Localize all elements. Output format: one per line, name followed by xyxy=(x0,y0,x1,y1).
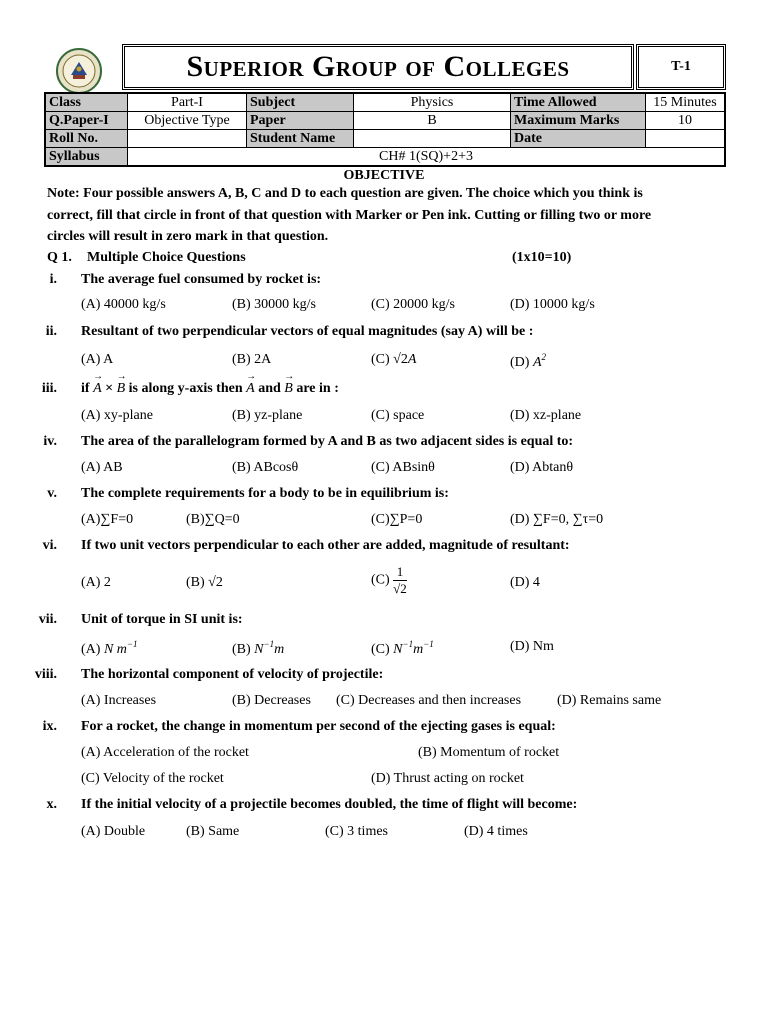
sqrt2-formula: √2 xyxy=(208,575,223,590)
info-row xyxy=(45,93,725,112)
option-b[interactable]: (B)∑Q=0 xyxy=(186,512,240,527)
option-b[interactable]: (B) 30000 kg/s xyxy=(232,297,316,312)
option-b[interactable] xyxy=(232,639,284,658)
q1-label: Q 1. xyxy=(47,250,72,265)
option-c-label: (C) xyxy=(371,352,390,367)
student-name-field[interactable] xyxy=(354,130,511,148)
class-label: Class xyxy=(45,93,128,112)
info-row xyxy=(45,130,725,148)
option-b[interactable]: (B) Same xyxy=(186,824,240,839)
student-name-label: Student Name xyxy=(247,130,354,148)
question-number: x. xyxy=(46,797,57,812)
option-a[interactable]: (A) A xyxy=(81,352,114,367)
option-a[interactable]: (A) 2 xyxy=(81,575,111,590)
question-number: vii. xyxy=(38,612,57,627)
question-text-part: are in : xyxy=(296,381,339,396)
syllabus-value: CH# 1(SQ)+2+3 xyxy=(128,148,726,167)
option-b-label: (B) xyxy=(186,575,205,590)
instructions-note: Note: Four possible answers A, B, C and D to each question are given. The choice which you think is correct, fill that circle in front of that question with Marker or Pen ink. Cutting or filling two or more circles will result in zero mark in that question. xyxy=(47,186,652,244)
option-c[interactable]: (C) Velocity of the rocket xyxy=(81,771,224,786)
question-text: The area of the parallelogram formed by A and B as two adjacent sides is equal to: xyxy=(81,434,574,449)
roll-no-label: Roll No. xyxy=(45,130,128,148)
roll-no-field[interactable] xyxy=(128,130,247,148)
section-heading: OBJECTIVE xyxy=(343,168,425,183)
option-c[interactable]: (C) space xyxy=(371,408,425,423)
syllabus-label: Syllabus xyxy=(45,148,128,167)
question-text: If the initial velocity of a projectile becomes doubled, the time of flight will become: xyxy=(81,797,578,812)
question-text: The average fuel consumed by rocket is: xyxy=(81,272,322,287)
option-d[interactable]: (D) 10000 kg/s xyxy=(510,297,595,312)
option-c[interactable]: (C) 3 times xyxy=(325,824,388,839)
college-title: Superior Group of Colleges xyxy=(186,50,570,83)
option-c[interactable] xyxy=(371,639,434,658)
question-text: The complete requirements for a body to be in equilibrium is: xyxy=(81,486,449,501)
option-b-label: (B) xyxy=(232,642,251,657)
test-code: T-1 xyxy=(671,59,691,74)
question-text: For a rocket, the change in momentum per second of the ejecting gases is equal: xyxy=(81,719,556,734)
question-text: If two unit vectors perpendicular to each other are added, magnitude of resultant: xyxy=(81,538,570,553)
maximum-marks-value: 10 xyxy=(646,112,726,130)
q1-marks: (1x10=10) xyxy=(512,250,572,265)
one-over-sqrt2-formula: $\frac{1}{√2}$ xyxy=(393,564,407,596)
question-number: ix. xyxy=(42,719,57,734)
question-text: The horizontal component of velocity of projectile: xyxy=(81,667,384,682)
vector-b-symbol: → B xyxy=(117,381,126,396)
question-text: Unit of torque in SI unit is: xyxy=(81,612,243,627)
option-d[interactable]: (D) Nm xyxy=(510,639,554,654)
option-d[interactable]: (D) 4 times xyxy=(464,824,528,839)
qpaper-label: Q.Paper-I xyxy=(45,112,128,130)
option-d[interactable]: (D) 4 xyxy=(510,575,540,590)
vector-b-symbol: → B xyxy=(284,381,293,396)
time-allowed-label: Time Allowed xyxy=(511,93,646,112)
vector-a-symbol: → A xyxy=(93,381,102,396)
info-row xyxy=(45,112,725,130)
option-c-label: (C) xyxy=(371,572,390,588)
option-a[interactable]: (A) Acceleration of the rocket xyxy=(81,745,249,760)
time-allowed-value: 15 Minutes xyxy=(646,93,726,112)
college-logo-seal xyxy=(56,48,102,94)
option-b[interactable]: (B) ABcosθ xyxy=(232,460,299,475)
question-text: Resultant of two perpendicular vectors of equal magnitudes (say A) will be : xyxy=(81,324,534,339)
paper-info-table xyxy=(44,92,726,167)
question-number: i. xyxy=(49,272,57,287)
option-c[interactable]: (C) Decreases and then increases xyxy=(336,693,522,708)
torque-unit-formula: N $m^{-1}$ xyxy=(103,639,138,657)
option-b[interactable] xyxy=(186,575,223,591)
option-d[interactable]: (D) Thrust acting on rocket xyxy=(371,771,524,786)
option-b[interactable]: (B) yz-plane xyxy=(232,408,303,423)
question-number: vi. xyxy=(42,538,57,553)
option-d[interactable]: (D) ∑F=0, ∑τ=0 xyxy=(510,512,604,527)
option-a[interactable]: (A) Increases xyxy=(81,693,157,708)
vector-a-symbol: → A xyxy=(246,381,255,396)
question-number: iii. xyxy=(41,381,57,396)
option-b[interactable]: (B) Decreases xyxy=(232,693,311,708)
option-d[interactable]: (D) Abtanθ xyxy=(510,460,574,475)
college-title-box xyxy=(122,44,634,90)
option-b[interactable]: (B) Momentum of rocket xyxy=(418,745,560,760)
question-number: iv. xyxy=(43,434,57,449)
option-c-label: (C) xyxy=(371,642,390,657)
torque-unit-formula: $N^{-1}m^{-1}$ xyxy=(393,639,434,657)
date-field[interactable] xyxy=(646,130,726,148)
sqrt2-a-formula: √2A xyxy=(393,352,417,367)
option-a[interactable] xyxy=(81,639,137,658)
test-code-box xyxy=(636,44,726,90)
option-d[interactable]: (D) xz-plane xyxy=(510,408,582,423)
option-a-label: (A) xyxy=(81,642,101,657)
option-a[interactable]: (A)∑F=0 xyxy=(81,512,134,527)
option-b[interactable]: (B) 2A xyxy=(232,352,272,367)
option-a[interactable]: (A) Double xyxy=(81,824,146,839)
maximum-marks-label: Maximum Marks xyxy=(511,112,646,130)
question-text-part: is along y-axis then xyxy=(128,381,243,396)
question-text-part: if xyxy=(81,381,90,396)
question-text: if → A × → B is along y-axis then → A and → B are in : xyxy=(81,381,339,397)
a-squared-formula: $A^2$ xyxy=(532,352,546,370)
option-c[interactable]: (C) ABsinθ xyxy=(371,460,435,475)
question-number: viii. xyxy=(34,667,57,682)
q1-title: Multiple Choice Questions xyxy=(87,250,246,265)
paper-value: B xyxy=(354,112,511,130)
option-c[interactable]: (C)∑P=0 xyxy=(371,512,423,527)
class-value: Part-I xyxy=(128,93,247,112)
date-label: Date xyxy=(511,130,646,148)
subject-label: Subject xyxy=(247,93,354,112)
option-d[interactable]: (D) Remains same xyxy=(557,693,662,708)
torque-unit-formula: $N^{-1}m$ xyxy=(254,639,285,657)
subject-value: Physics xyxy=(354,93,511,112)
info-row xyxy=(45,148,725,167)
question-number: ii. xyxy=(45,324,57,339)
paper-label: Paper xyxy=(247,112,354,130)
option-c[interactable] xyxy=(371,564,407,597)
option-a[interactable]: (A) AB xyxy=(81,460,123,475)
option-a[interactable]: (A) xy-plane xyxy=(81,408,153,423)
option-d-label: (D) xyxy=(510,355,530,370)
option-d[interactable] xyxy=(510,352,546,371)
question-number: v. xyxy=(47,486,57,501)
question-text-part: and xyxy=(258,381,281,396)
option-c[interactable] xyxy=(371,352,416,368)
option-a[interactable]: (A) 40000 kg/s xyxy=(81,297,166,312)
option-c[interactable]: (C) 20000 kg/s xyxy=(371,297,455,312)
qpaper-value: Objective Type xyxy=(128,112,247,130)
